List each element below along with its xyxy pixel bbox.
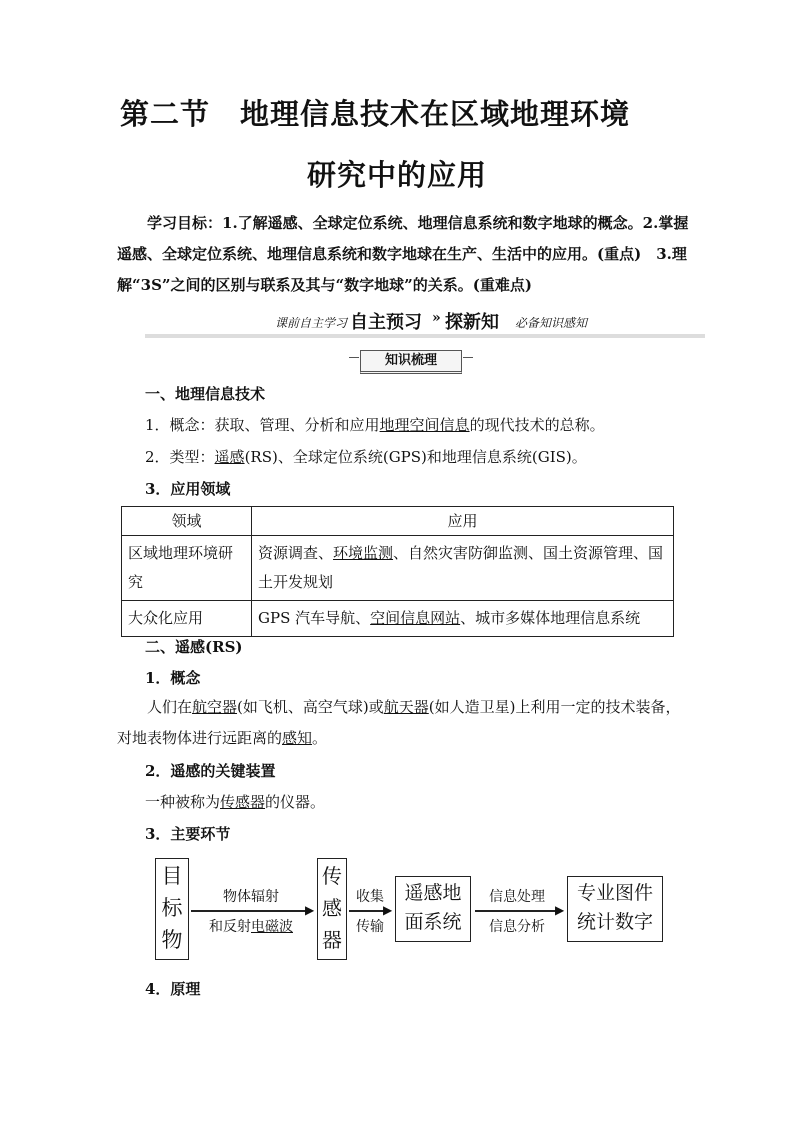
banner-main-label-2: 探新知 xyxy=(445,312,499,333)
flow-arrow1-head-icon: ▶ xyxy=(305,903,315,917)
flow-arrow2-line xyxy=(349,910,387,912)
section-banner xyxy=(145,308,705,336)
flow-box-ground-system xyxy=(395,876,471,942)
cell-underlined: 环境监测 xyxy=(333,544,394,562)
flow-box-line: 面系统 xyxy=(404,911,462,933)
flow-arrow2-top-label: 收集 xyxy=(356,889,384,905)
concept-underlined-3: 感知 xyxy=(282,729,313,747)
table-header-row xyxy=(122,507,674,536)
section2-device-heading: 2．遥感的关键装置 xyxy=(145,762,276,780)
cell-underlined: 空间信息网站 xyxy=(370,609,461,627)
cell-text-b: 、城市多媒体地理信息系统 xyxy=(460,609,641,627)
section2-principle-heading: 4．原理 xyxy=(145,980,201,998)
types-underlined: 遥感 xyxy=(214,448,245,466)
section2-concept-text xyxy=(117,692,690,754)
learning-objectives: 学习目标：1.了解遥感、全球定位系统、地理信息系统和数字地球的概念。2.掌握遥感、全球定位系统、地理信息系统和数字地球在生产、生活中的应用。(重点) 3.理解“3S”之间的区别与联系及其与“数字地球”的关系。(重难点) xyxy=(117,214,689,294)
section1-fields-heading: 3．应用领域 xyxy=(145,480,231,498)
concept-underlined-1: 航空器 xyxy=(192,698,238,716)
table-row xyxy=(122,536,674,601)
concept-text-2: (如飞机、高空气球)或 xyxy=(237,698,384,716)
flow-box-char: 感 xyxy=(322,896,342,920)
flow-arrow2-head-icon: ▶ xyxy=(383,903,393,917)
flow-box-char: 标 xyxy=(161,896,183,920)
types-text-a: 2．类型： xyxy=(145,448,215,466)
cell-text-a: 资源调查、 xyxy=(258,544,334,562)
concept-text-a: 1．概念：获取、管理、分析和应用 xyxy=(145,416,380,434)
table-header-application: 应用 xyxy=(252,507,674,536)
section1-heading: 一、地理信息技术 xyxy=(145,385,266,403)
types-text-b: (RS)、全球定位系统(GPS)和地理信息系统(GIS)。 xyxy=(244,448,587,466)
section2-heading: 二、遥感(RS) xyxy=(145,638,243,656)
flow-box-char: 物 xyxy=(161,928,183,952)
arrow1-bottom-text: 和反射 xyxy=(209,919,251,935)
flow-arrow2-bottom-label: 传输 xyxy=(356,919,384,935)
concept-underlined-2: 航天器 xyxy=(383,698,429,716)
section2-device-text xyxy=(145,791,325,812)
concept-text-4: 。 xyxy=(312,729,328,747)
flow-box-char: 目 xyxy=(161,864,183,888)
flow-box-line: 统计数字 xyxy=(576,911,653,933)
flow-box-target xyxy=(155,858,189,960)
device-text-b: 的仪器。 xyxy=(265,793,326,811)
flow-box-char: 传 xyxy=(322,864,342,888)
flow-box-line: 专业图件 xyxy=(576,882,653,904)
banner-divider xyxy=(145,334,705,338)
cell-text-a: GPS 汽车导航、 xyxy=(258,609,371,627)
flow-box-output xyxy=(567,876,663,942)
remote-sensing-flow-diagram xyxy=(155,856,665,962)
table-cell-application xyxy=(252,536,674,601)
flow-arrow3-top-label: 信息处理 xyxy=(489,889,545,905)
flow-box-char: 器 xyxy=(322,928,342,952)
table-header-field: 领域 xyxy=(122,507,252,536)
section1-types xyxy=(145,446,587,467)
table-cell-application xyxy=(252,601,674,637)
page-title-line1: 第二节 地理信息技术在区域地理环境 xyxy=(120,97,631,131)
arrow1-bottom-underlined: 电磁波 xyxy=(251,919,293,935)
table-cell-field: 区域地理环境研究 xyxy=(122,536,252,601)
concept-text-3: (如人造卫星)上利用一定的技术装备，对地表物体进行远距离的 xyxy=(117,698,681,747)
flow-box-line: 遥感地 xyxy=(404,882,462,904)
flow-arrow3-line xyxy=(475,910,559,912)
banner-right-label: 必备知识感知 xyxy=(515,316,588,330)
flow-arrow3-head-icon: ▶ xyxy=(555,903,565,917)
table-row xyxy=(122,601,674,637)
flow-box-sensor xyxy=(317,858,347,960)
cell-text-b: 、自然灾害防御监测、国土资源管理、国土开发规划 xyxy=(258,544,664,591)
flow-arrow1-bottom-label xyxy=(191,916,311,936)
section2-steps-heading: 3．主要环节 xyxy=(145,825,231,843)
concept-underlined: 地理空间信息 xyxy=(379,416,470,434)
application-table xyxy=(121,506,674,637)
flow-arrow3-bottom-label: 信息分析 xyxy=(489,919,545,935)
section2-concept-heading: 1．概念 xyxy=(145,669,201,687)
flow-arrow1-top-label: 物体辐射 xyxy=(223,889,279,905)
device-text-a: 一种被称为 xyxy=(145,793,221,811)
concept-text-1: 人们在 xyxy=(147,698,193,716)
table-cell-field: 大众化应用 xyxy=(122,601,252,637)
flow-arrow1-line xyxy=(191,910,309,912)
device-underlined: 传感器 xyxy=(220,793,266,811)
section1-concept xyxy=(145,414,605,435)
banner-arrow-icon: » xyxy=(432,310,441,326)
banner-left-label: 课前自主学习 xyxy=(275,316,348,330)
page-title-line2: 研究中的应用 xyxy=(306,158,487,192)
banner-main-label-1: 自主预习 xyxy=(350,312,422,333)
concept-text-b: 的现代技术的总称。 xyxy=(469,416,605,434)
knowledge-tag: 知识梳理 xyxy=(360,350,462,374)
